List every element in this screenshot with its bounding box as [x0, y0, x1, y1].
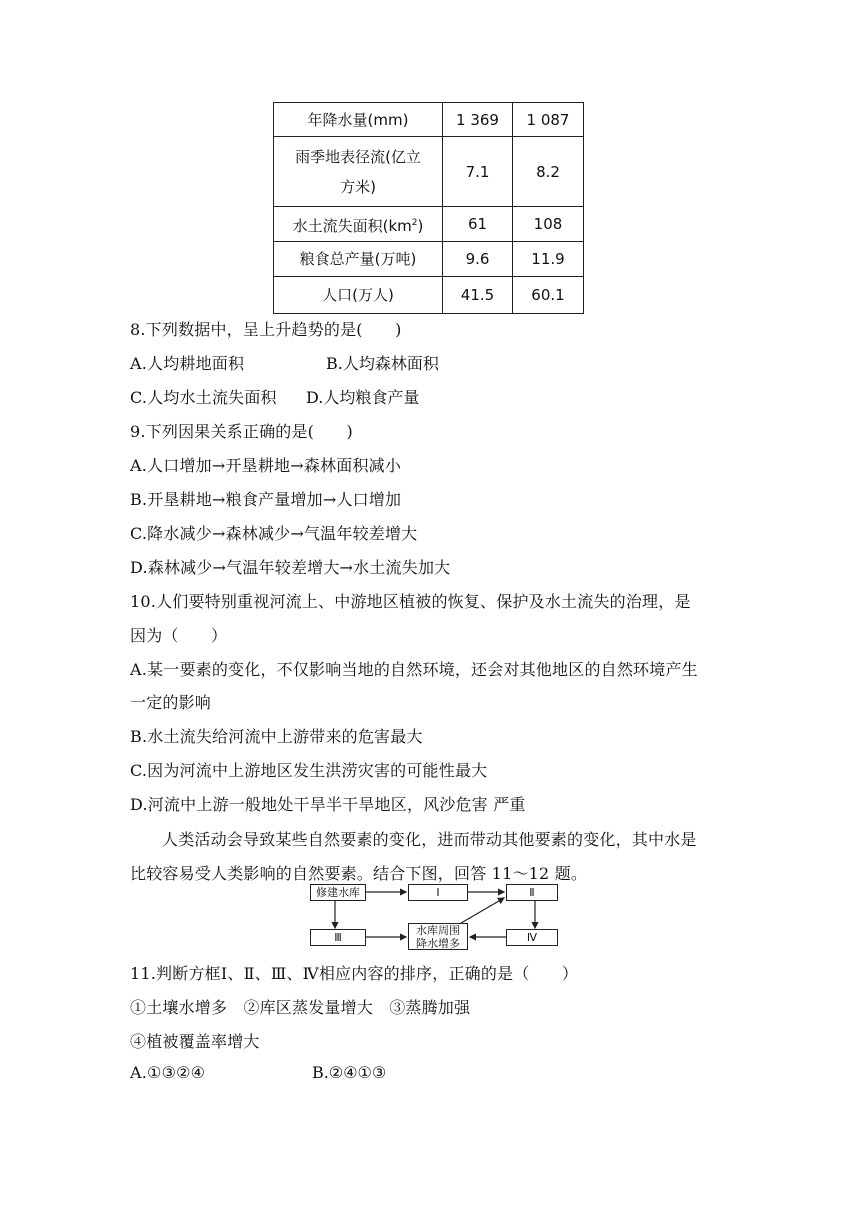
diagram-center-line: 水库周围 — [416, 923, 460, 937]
intro-paragraph-line: 人类活动会导致某些自然要素的变化，进而带动其他要素的变化，其中水是 — [162, 830, 697, 849]
table-label-text: 水土流失面积(km — [292, 216, 412, 235]
data-table — [273, 102, 584, 314]
superscript: 2 — [411, 217, 418, 228]
question-11-option-b: B.②④①③ — [312, 1063, 387, 1082]
table-cell-value: 1 087 — [513, 103, 584, 137]
table-cell-value: 7.1 — [443, 137, 513, 207]
diagram-box-iii: Ⅲ — [310, 929, 366, 946]
question-9-option-c: C.降水减少→森林减少→气温年较差增大 — [130, 524, 418, 543]
diagram-center-line: 降水增多 — [416, 936, 460, 950]
question-8-option-b: B.人均森林面积 — [326, 354, 439, 373]
table-row — [274, 277, 584, 314]
question-8-option-d: D.人均粮食产量 — [306, 388, 420, 407]
table-label-line: 方米) — [340, 177, 376, 196]
table-row — [274, 103, 584, 137]
diagram-box-i: Ⅰ — [408, 884, 468, 901]
table-cell-label — [274, 137, 443, 207]
question-10-option-d: D.河流中上游一般地处干旱半干旱地区，风沙危害 严重 — [130, 795, 526, 814]
table-row — [274, 137, 584, 207]
question-10-option-a-cont: 一定的影响 — [130, 693, 212, 712]
question-10-stem: 10.人们要特别重视河流上、中游地区植被的恢复、保护及水土流失的治理，是 — [130, 592, 691, 611]
question-10-option-c: C.因为河流中上游地区发生洪涝灾害的可能性最大 — [130, 761, 488, 780]
question-8-option-c: C.人均水土流失面积 — [130, 388, 277, 407]
table-cell-value: 9.6 — [443, 242, 513, 277]
table-cell-label: 人口(万人) — [274, 277, 443, 314]
question-10-option-b: B.水土流失给河流中上游带来的危害最大 — [130, 727, 423, 746]
question-11-stem: 11.判断方框Ⅰ、Ⅱ、Ⅲ、Ⅳ相应内容的排序，正确的是（ ） — [130, 964, 579, 983]
table-cell-value: 61 — [443, 207, 513, 242]
table-cell-value: 8.2 — [513, 137, 584, 207]
table-label-line: 雨季地表径流(亿立 — [295, 147, 421, 166]
table-cell-label: 年降水量(mm) — [274, 103, 443, 137]
table-cell-value: 41.5 — [443, 277, 513, 314]
table-cell-value: 108 — [513, 207, 584, 242]
table-label-text: ) — [417, 216, 424, 235]
question-9-option-b: B.开垦耕地→粮食产量增加→人口增加 — [130, 490, 402, 509]
diagram-box-iv: Ⅳ — [506, 929, 558, 946]
intro-paragraph-line: 比较容易受人类影响的自然要素。结合下图，回答 11～12 题。 — [130, 864, 588, 883]
question-10-option-a: A.某一要素的变化，不仅影响当地的自然环境，还会对其他地区的自然环境产生 — [130, 660, 698, 679]
table-cell-label — [274, 207, 443, 242]
table-cell-value: 11.9 — [513, 242, 584, 277]
table-cell-value: 1 369 — [443, 103, 513, 137]
flow-diagram — [306, 880, 558, 950]
table-cell-value: 60.1 — [513, 277, 584, 314]
table-cell-label: 粮食总产量(万吨) — [274, 242, 443, 277]
table-row — [274, 242, 584, 277]
question-8-option-a: A.人均耕地面积 — [130, 354, 245, 373]
diagram-box-ii: Ⅱ — [506, 884, 558, 901]
diagram-box-start: 修建水库 — [310, 884, 366, 901]
question-9-stem: 9.下列因果关系正确的是( ) — [130, 422, 353, 441]
question-9-option-a: A.人口增加→开垦耕地→森林面积减小 — [130, 456, 402, 475]
question-11-items: ①土壤水增多 ②库区蒸发量增大 ③蒸腾加强 — [130, 998, 471, 1017]
question-10-stem-cont: 因为（ ） — [130, 626, 228, 645]
question-8-stem: 8.下列数据中，呈上升趋势的是( ) — [130, 320, 402, 339]
question-11-items-cont: ④植被覆盖率增大 — [130, 1032, 260, 1051]
question-9-option-d: D.森林减少→气温年较差增大→水土流失加大 — [130, 558, 451, 577]
table-row — [274, 207, 584, 242]
diagram-box-center — [408, 923, 468, 950]
question-11-option-a: A.①③②④ — [130, 1063, 206, 1082]
